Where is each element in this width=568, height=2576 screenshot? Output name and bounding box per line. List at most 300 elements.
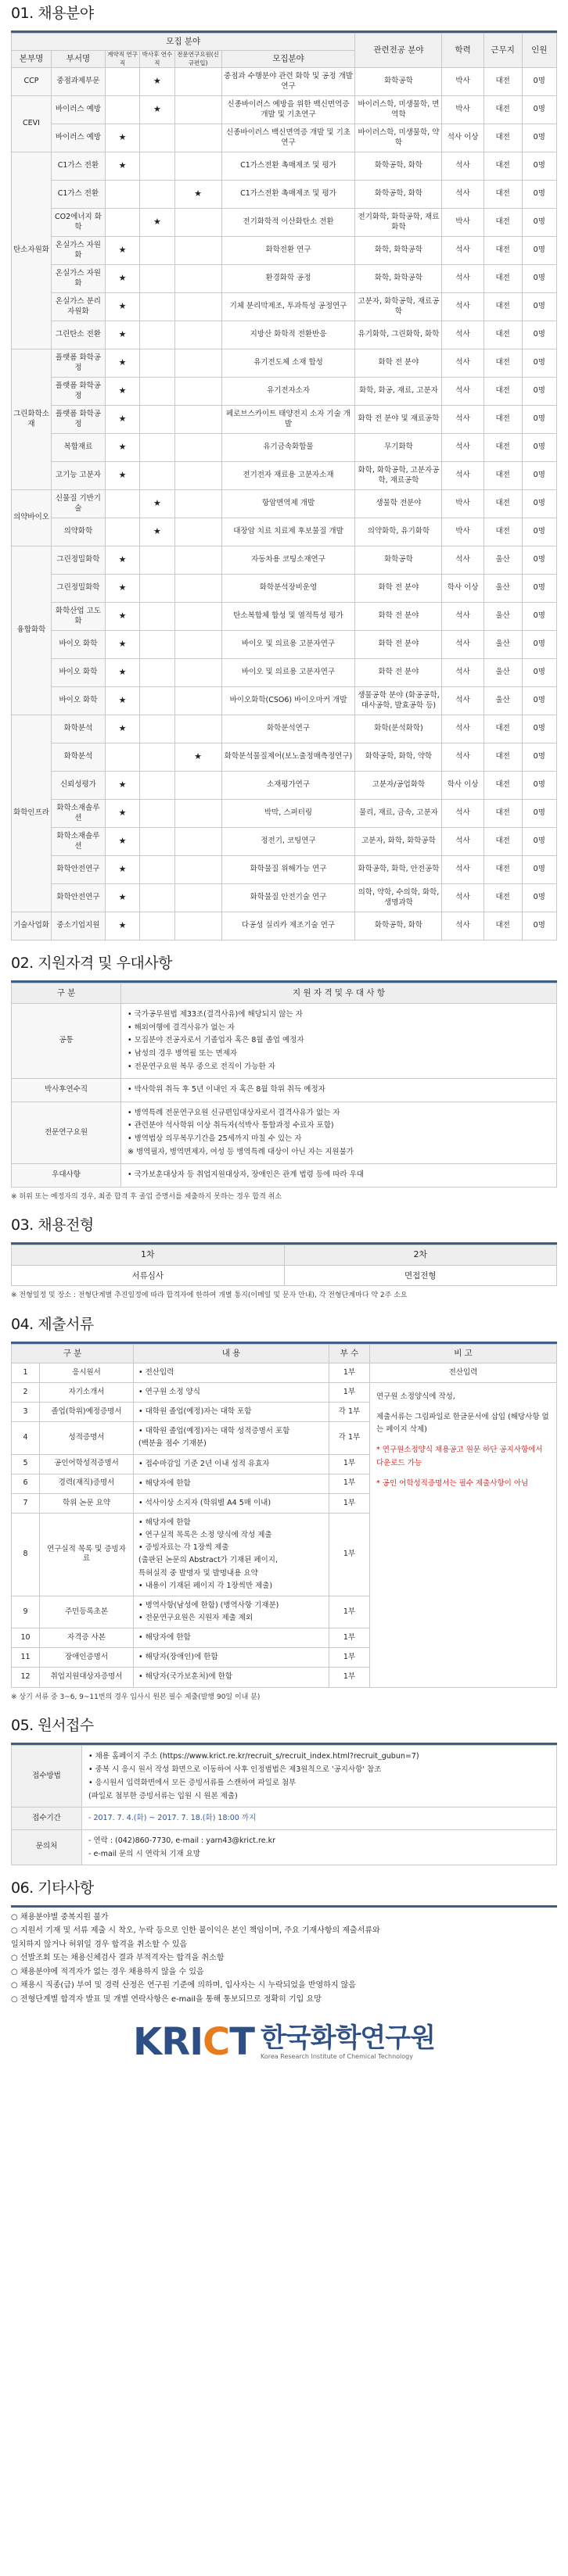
place-cell: 대전 bbox=[484, 209, 522, 237]
doc-name: 응시원서 bbox=[40, 1363, 134, 1382]
table-row bbox=[12, 462, 557, 490]
doc-number: 6 bbox=[12, 1474, 40, 1493]
special-mark bbox=[174, 237, 221, 265]
degree-cell: 석사 bbox=[442, 321, 484, 349]
dept-cell: CCP bbox=[12, 68, 52, 96]
header-special: 전문연구요원(신규편입) bbox=[174, 51, 221, 68]
degree-cell: 석사 bbox=[442, 856, 484, 884]
degree-cell: 박사 bbox=[442, 490, 484, 518]
table-row bbox=[12, 1383, 557, 1403]
degree-cell: 석사 bbox=[442, 659, 484, 687]
doc-content bbox=[134, 1596, 329, 1628]
special-mark bbox=[174, 575, 221, 603]
special-mark bbox=[174, 378, 221, 406]
unit-cell: 온실가스 자원화 bbox=[52, 265, 106, 293]
table-row bbox=[12, 349, 557, 378]
postdoc-mark bbox=[140, 631, 174, 659]
special-mark bbox=[174, 912, 221, 940]
count-cell: 0명 bbox=[522, 772, 556, 800]
contract-mark bbox=[105, 490, 139, 518]
doc-name: 학위 논문 요약 bbox=[40, 1493, 134, 1513]
contract-mark: ★ bbox=[105, 800, 139, 828]
unit-cell: 화학분석 bbox=[52, 715, 106, 743]
contact-line: - e-mail 문의 시 연락처 기재 요망 bbox=[88, 1849, 200, 1858]
qual-kind: 박사후연수직 bbox=[12, 1079, 121, 1102]
header-postdoc: 박사후 연수직 bbox=[140, 51, 174, 68]
field-cell: 다공성 실리카 제조기술 연구 bbox=[221, 912, 355, 940]
unit-cell: 그린탄소 전환 bbox=[52, 321, 106, 349]
special-mark bbox=[174, 96, 221, 124]
major-cell: 화학, 화학공학 bbox=[355, 237, 442, 265]
special-mark bbox=[174, 603, 221, 631]
remark-line: * 연구원소정양식 채용공고 원문 하단 공지사항에서 다운로드 가능 bbox=[376, 1446, 543, 1467]
table-row bbox=[12, 293, 557, 321]
doc-content bbox=[134, 1648, 329, 1668]
qual-line: • 전문연구요원 복무 중으로 전직이 가능한 자 bbox=[128, 1062, 275, 1071]
doc-name: 주민등록초본 bbox=[40, 1596, 134, 1628]
field-cell: 박막, 스퍼터링 bbox=[221, 800, 355, 828]
special-mark: ★ bbox=[174, 181, 221, 209]
header-qual-content: 지 원 자 격 및 우 대 사 항 bbox=[121, 983, 557, 1004]
qual-line: • 국가공무원법 제33조(결격사유)에 해당되지 않는 자 bbox=[128, 1010, 303, 1019]
header-place: 근무지 bbox=[484, 34, 522, 68]
table-row bbox=[12, 800, 557, 828]
unit-cell: 중소기업지원 bbox=[52, 912, 106, 940]
field-cell: 화학물질 위해가능 연구 bbox=[221, 856, 355, 884]
doc-number: 3 bbox=[12, 1403, 40, 1422]
doc-number: 8 bbox=[12, 1514, 40, 1596]
doc-content bbox=[134, 1628, 329, 1648]
qual-line: • 병역특례 전문연구요원 신규편입대상자로서 결격사유가 없는 자 bbox=[128, 1108, 340, 1117]
qual-line: • 모집분야 전공자로서 기졸업자 혹은 8월 졸업 예정자 bbox=[128, 1036, 304, 1045]
postdoc-mark bbox=[140, 293, 174, 321]
degree-cell: 석사 bbox=[442, 152, 484, 181]
postdoc-mark bbox=[140, 237, 174, 265]
table-row bbox=[12, 406, 557, 434]
place-cell: 대전 bbox=[484, 349, 522, 378]
doc-number: 9 bbox=[12, 1596, 40, 1628]
place-cell: 대전 bbox=[484, 856, 522, 884]
unit-cell: 화학분석 bbox=[52, 743, 106, 772]
process-note: ※ 전형일정 및 장소 : 전형단계별 추진일정에 따라 합격자에 한하여 개별 통지(이메일 및 문자 안내), 각 전형단계마다 약 2주 소요 bbox=[11, 1292, 408, 1300]
field-cell: 신종바이러스 백신면역증 개발 및 기초연구 bbox=[221, 124, 355, 152]
contact-content bbox=[82, 1829, 557, 1865]
contract-mark: ★ bbox=[105, 434, 139, 462]
qual-line: • 관련분야 석사학위 이상 취득자(석박사 통합과정 수료자 포함) bbox=[128, 1121, 334, 1130]
special-mark bbox=[174, 68, 221, 96]
count-cell: 0명 bbox=[522, 800, 556, 828]
doc-remark-first: 전산입력 bbox=[370, 1363, 557, 1382]
count-cell: 0명 bbox=[522, 181, 556, 209]
table-row bbox=[12, 687, 557, 715]
unit-cell: 바이러스 예방 bbox=[52, 124, 106, 152]
doc-count: 1부 bbox=[329, 1493, 370, 1513]
unit-cell: 화학안전연구 bbox=[52, 884, 106, 912]
etc-item: 일치하지 않거나 허위일 경우 합격을 취소할 수 있음 bbox=[11, 1940, 188, 1949]
table-row bbox=[12, 1164, 557, 1188]
degree-cell: 학사 이상 bbox=[442, 772, 484, 800]
doc-content-line: • 대학원 졸업(예정)자는 대학 성적증명서 포함 bbox=[138, 1427, 290, 1436]
unit-cell: 그린정밀화학 bbox=[52, 575, 106, 603]
contract-mark: ★ bbox=[105, 406, 139, 434]
krict-logo bbox=[11, 2019, 557, 2065]
degree-cell: 석사 bbox=[442, 546, 484, 575]
place-cell: 대전 bbox=[484, 518, 522, 546]
doc-count: 1부 bbox=[329, 1596, 370, 1628]
special-mark bbox=[174, 293, 221, 321]
qual-content bbox=[121, 1164, 557, 1188]
etc-item: ○ 선발조회 또는 채용신체검사 결과 부적격자는 합격을 취소함 bbox=[11, 1954, 225, 1963]
degree-cell: 석사 bbox=[442, 800, 484, 828]
doc-content-line: • 내용이 기재된 페이지 각 1장씩만 제출) bbox=[138, 1581, 273, 1590]
table-row bbox=[12, 518, 557, 546]
table-row bbox=[12, 856, 557, 884]
postdoc-mark bbox=[140, 378, 174, 406]
place-cell: 대전 bbox=[484, 434, 522, 462]
contract-mark bbox=[105, 743, 139, 772]
postdoc-mark bbox=[140, 265, 174, 293]
place-cell: 대전 bbox=[484, 96, 522, 124]
major-cell: 고분자, 화학, 화학공학 bbox=[355, 828, 442, 856]
count-cell: 0명 bbox=[522, 546, 556, 575]
section-title-recruit-fields: 01. 채용분야 bbox=[11, 5, 94, 22]
contract-mark bbox=[105, 68, 139, 96]
doc-name: 자격증 사본 bbox=[40, 1628, 134, 1648]
degree-cell: 석사 bbox=[442, 293, 484, 321]
special-mark bbox=[174, 462, 221, 490]
major-cell: 화학 전 분야 bbox=[355, 659, 442, 687]
table-row bbox=[12, 124, 557, 152]
contract-mark: ★ bbox=[105, 687, 139, 715]
unit-cell: 중점과제부문 bbox=[52, 68, 106, 96]
qual-kind: 우대사항 bbox=[12, 1164, 121, 1188]
unit-cell: 온실가스 자원화 bbox=[52, 237, 106, 265]
field-cell: 중점과 수행분야 관련 화학 및 공정 개발 연구 bbox=[221, 68, 355, 96]
table-row bbox=[12, 575, 557, 603]
major-cell: 바이러스학, 미생물학, 면역학 bbox=[355, 96, 442, 124]
unit-cell: 신뢰성평가 bbox=[52, 772, 106, 800]
postdoc-mark: ★ bbox=[140, 490, 174, 518]
header-stage-1: 1차 bbox=[12, 1245, 285, 1266]
table-row bbox=[12, 265, 557, 293]
qual-line: • 박사학위 취득 후 5년 이내인 자 혹은 8월 학위 취득 예정자 bbox=[128, 1085, 325, 1095]
postdoc-mark bbox=[140, 884, 174, 912]
degree-cell: 석사 bbox=[442, 265, 484, 293]
degree-cell: 박사 bbox=[442, 209, 484, 237]
postdoc-mark bbox=[140, 152, 174, 181]
unit-cell: 화학소재솔루션 bbox=[52, 828, 106, 856]
place-cell: 대전 bbox=[484, 828, 522, 856]
major-cell: 화학공학, 화학 bbox=[355, 181, 442, 209]
doc-number: 5 bbox=[12, 1454, 40, 1474]
method-line[interactable]: • 채용 홈페이지 주소 (https://www.krict.re.kr/recruit_s/recruit_index.html?recruit_gubun=7) bbox=[88, 1752, 419, 1761]
special-mark: ★ bbox=[174, 743, 221, 772]
doc-content bbox=[134, 1383, 329, 1403]
count-cell: 0명 bbox=[522, 124, 556, 152]
place-cell: 대전 bbox=[484, 124, 522, 152]
qual-kind: 공통 bbox=[12, 1004, 121, 1079]
contract-mark: ★ bbox=[105, 715, 139, 743]
table-row bbox=[12, 743, 557, 772]
documents-table bbox=[11, 1344, 557, 1688]
doc-count: 1부 bbox=[329, 1474, 370, 1493]
contract-mark bbox=[105, 181, 139, 209]
postdoc-mark bbox=[140, 772, 174, 800]
degree-cell: 석사 bbox=[442, 434, 484, 462]
contract-mark: ★ bbox=[105, 884, 139, 912]
table-row bbox=[12, 828, 557, 856]
unit-cell: 플랫폼 화학공정 bbox=[52, 378, 106, 406]
dept-cell: 융합화학 bbox=[12, 546, 52, 715]
doc-number: 7 bbox=[12, 1493, 40, 1513]
place-cell: 울산 bbox=[484, 603, 522, 631]
doc-content bbox=[134, 1363, 329, 1382]
count-cell: 0명 bbox=[522, 434, 556, 462]
table-row bbox=[12, 237, 557, 265]
count-cell: 0명 bbox=[522, 518, 556, 546]
etc-item: ○ 채용시 직종(급) 부여 및 경력 산정은 연구원 기준에 의하며, 입사자는 시 누락되었을 반영하지 않음 bbox=[11, 1981, 356, 1990]
qual-line: • 해외여행에 결격사유가 없는 자 bbox=[128, 1023, 235, 1032]
degree-cell: 석사 bbox=[442, 631, 484, 659]
table-row bbox=[12, 772, 557, 800]
major-cell: 화학(분석화학) bbox=[355, 715, 442, 743]
special-mark bbox=[174, 209, 221, 237]
documents-note: ※ 상기 서류 중 3~6, 9~11번의 경우 입사시 원본 필수 제출(발행 90일 이내 분) bbox=[11, 1693, 261, 1701]
table-row bbox=[12, 1102, 557, 1164]
special-mark bbox=[174, 884, 221, 912]
degree-cell: 석사 bbox=[442, 884, 484, 912]
degree-cell: 석사 bbox=[442, 828, 484, 856]
table-row bbox=[12, 546, 557, 575]
degree-cell: 학사 이상 bbox=[442, 575, 484, 603]
doc-count: 1부 bbox=[329, 1668, 370, 1687]
doc-count: 1부 bbox=[329, 1454, 370, 1474]
postdoc-mark bbox=[140, 800, 174, 828]
unit-cell: 신물질 기반기술 bbox=[52, 490, 106, 518]
header-degree: 학력 bbox=[442, 34, 484, 68]
major-cell: 물리, 재료, 금속, 고분자 bbox=[355, 800, 442, 828]
doc-name: 자기소개서 bbox=[40, 1383, 134, 1403]
field-cell: C1가스전환 촉매제조 및 평가 bbox=[221, 181, 355, 209]
unit-cell: 온실가스 분리자원화 bbox=[52, 293, 106, 321]
qual-line: • 국가보훈대상자 등 취업지원대상자, 장애인은 관계 법령 등에 따라 우대 bbox=[128, 1170, 364, 1180]
postdoc-mark bbox=[140, 321, 174, 349]
place-cell: 대전 bbox=[484, 293, 522, 321]
doc-number: 11 bbox=[12, 1648, 40, 1668]
table-row bbox=[12, 490, 557, 518]
header-doc-remark: 비 고 bbox=[370, 1344, 557, 1363]
degree-cell: 석사 bbox=[442, 378, 484, 406]
doc-number: 2 bbox=[12, 1383, 40, 1403]
doc-content-line: • 해당자에 한함 bbox=[138, 1478, 191, 1488]
special-mark bbox=[174, 546, 221, 575]
dept-cell: 의약바이오 bbox=[12, 490, 52, 546]
table-row bbox=[12, 1004, 557, 1079]
field-cell: 신종바이러스 예방을 위한 백신면역증 개발 및 기초연구 bbox=[221, 96, 355, 124]
period-head: 접수기간 bbox=[12, 1807, 82, 1829]
qualification-note: ※ 허위 또는 예정자의 경우, 최종 합격 후 졸업 증명서를 제출하지 못하는 경우 합격 취소 bbox=[11, 1192, 282, 1201]
doc-content-line: (백분율 점수 기재분) bbox=[138, 1439, 207, 1449]
doc-count: 1부 bbox=[329, 1363, 370, 1382]
count-cell: 0명 bbox=[522, 321, 556, 349]
section-title-qualification: 02. 지원자격 및 우대사항 bbox=[11, 955, 173, 972]
doc-number: 12 bbox=[12, 1668, 40, 1687]
unit-cell: 고기능 고분자 bbox=[52, 462, 106, 490]
postdoc-mark bbox=[140, 912, 174, 940]
count-cell: 0명 bbox=[522, 96, 556, 124]
place-cell: 울산 bbox=[484, 659, 522, 687]
place-cell: 대전 bbox=[484, 321, 522, 349]
place-cell: 대전 bbox=[484, 378, 522, 406]
count-cell: 0명 bbox=[522, 349, 556, 378]
doc-name: 성적증명서 bbox=[40, 1422, 134, 1454]
unit-cell: C1가스 전환 bbox=[52, 181, 106, 209]
header-contract: 계약직 연구직 bbox=[105, 51, 139, 68]
special-mark bbox=[174, 856, 221, 884]
logo-mark: KRICT bbox=[133, 2020, 255, 2065]
table-row bbox=[12, 1079, 557, 1102]
major-cell: 의약화학, 유기화학 bbox=[355, 518, 442, 546]
count-cell: 0명 bbox=[522, 293, 556, 321]
contract-mark: ★ bbox=[105, 378, 139, 406]
doc-content-line: • 연구실적 목록은 소정 양식에 작성 제출 bbox=[138, 1531, 272, 1540]
table-row bbox=[12, 1363, 557, 1382]
unit-cell: 화학산업 고도화 bbox=[52, 603, 106, 631]
postdoc-mark bbox=[140, 828, 174, 856]
doc-count: 각 1부 bbox=[329, 1403, 370, 1422]
field-cell: 바이오 및 의료용 고분자연구 bbox=[221, 659, 355, 687]
place-cell: 울산 bbox=[484, 575, 522, 603]
place-cell: 대전 bbox=[484, 772, 522, 800]
postdoc-mark: ★ bbox=[140, 68, 174, 96]
postdoc-mark bbox=[140, 715, 174, 743]
doc-content bbox=[134, 1474, 329, 1493]
unit-cell: 바이러스 예방 bbox=[52, 96, 106, 124]
qual-kind: 전문연구요원 bbox=[12, 1102, 121, 1164]
unit-cell: C1가스 전환 bbox=[52, 152, 106, 181]
postdoc-mark bbox=[140, 856, 174, 884]
major-cell: 화학공학, 화학, 안전공학 bbox=[355, 856, 442, 884]
count-cell: 0명 bbox=[522, 378, 556, 406]
method-content bbox=[82, 1746, 557, 1807]
dept-cell: 탄소자원화 bbox=[12, 152, 52, 349]
stage-2-value: 면접전형 bbox=[284, 1266, 557, 1286]
contract-mark: ★ bbox=[105, 659, 139, 687]
field-cell: 바이오 및 의료용 고분자연구 bbox=[221, 631, 355, 659]
method-line: • 중복 시 응시 원서 작성 화면으로 이동하여 사후 인정범법은 제3원칙으로 '공지사항' 참조 bbox=[88, 1765, 382, 1775]
field-cell: 대장암 치료 치료제 후보물질 개발 bbox=[221, 518, 355, 546]
degree-cell: 박사 bbox=[442, 96, 484, 124]
field-cell: 화학분석연구 bbox=[221, 715, 355, 743]
qual-line: • 병역법상 의무복무기간을 25세까지 마칠 수 있는 자 bbox=[128, 1134, 302, 1143]
field-cell: 탄소복합체 합성 및 열적특성 평가 bbox=[221, 603, 355, 631]
special-mark bbox=[174, 490, 221, 518]
qualification-table bbox=[11, 983, 557, 1188]
doc-content-line: • 석사이상 소지자 (학위별 A4 5매 이내) bbox=[138, 1498, 271, 1507]
place-cell: 대전 bbox=[484, 406, 522, 434]
contract-mark: ★ bbox=[105, 349, 139, 378]
doc-content bbox=[134, 1403, 329, 1422]
place-cell: 대전 bbox=[484, 715, 522, 743]
major-cell: 고분자/공업화학 bbox=[355, 772, 442, 800]
place-cell: 대전 bbox=[484, 462, 522, 490]
doc-content-line: • 전문연구요원은 지원자 제출 제외 bbox=[138, 1613, 253, 1622]
field-cell: 정전기, 코팅연구 bbox=[221, 828, 355, 856]
doc-content bbox=[134, 1454, 329, 1474]
etc-list bbox=[11, 1911, 557, 2007]
field-cell: 유기금속화합물 bbox=[221, 434, 355, 462]
unit-cell: 플랫폼 화학공정 bbox=[52, 406, 106, 434]
table-row bbox=[12, 715, 557, 743]
section-title-application: 05. 원서접수 bbox=[11, 1717, 94, 1735]
table-row bbox=[12, 884, 557, 912]
etc-item: ○ 지원서 기재 및 서류 제출 시 착오, 누락 등으로 인한 불이익은 본인 책임이며, 주요 기재사항의 제출서류와 bbox=[11, 1926, 380, 1936]
place-cell: 대전 bbox=[484, 181, 522, 209]
doc-content-line: (출판된 논문의 Abstract가 기재된 페이지, bbox=[138, 1556, 278, 1565]
special-mark bbox=[174, 715, 221, 743]
doc-content-line: • 해당자(국가보훈처)에 한함 bbox=[138, 1672, 233, 1682]
application-table bbox=[11, 1745, 557, 1865]
doc-name: 장애인증명서 bbox=[40, 1648, 134, 1668]
contract-mark: ★ bbox=[105, 856, 139, 884]
doc-name: 경력(재직)증명서 bbox=[40, 1474, 134, 1493]
qual-content bbox=[121, 1004, 557, 1079]
table-row bbox=[12, 912, 557, 940]
unit-cell: 화학소재솔루션 bbox=[52, 800, 106, 828]
field-cell: 페로브스카이트 태양전지 소자 기술 개발 bbox=[221, 406, 355, 434]
major-cell: 전기화학, 화학공학, 재료화학 bbox=[355, 209, 442, 237]
qual-line: • 남성의 경우 병역필 또는 면제자 bbox=[128, 1048, 238, 1058]
header-recruit-group: 모집 분야 bbox=[12, 34, 355, 51]
doc-remark bbox=[370, 1383, 557, 1688]
field-cell: 화학전환 연구 bbox=[221, 237, 355, 265]
count-cell: 0명 bbox=[522, 912, 556, 940]
count-cell: 0명 bbox=[522, 828, 556, 856]
major-cell: 유기화학, 그린화학, 화학 bbox=[355, 321, 442, 349]
field-cell: 지방산 화학적 전환반응 bbox=[221, 321, 355, 349]
count-cell: 0명 bbox=[522, 406, 556, 434]
doc-name: 연구실적 목록 및 증빙자료 bbox=[40, 1514, 134, 1596]
place-cell: 대전 bbox=[484, 265, 522, 293]
degree-cell: 석사 bbox=[442, 349, 484, 378]
contract-mark: ★ bbox=[105, 575, 139, 603]
major-cell: 생물학 전분야 bbox=[355, 490, 442, 518]
special-mark bbox=[174, 518, 221, 546]
unit-cell: 바이오 화학 bbox=[52, 659, 106, 687]
contract-mark: ★ bbox=[105, 321, 139, 349]
major-cell: 바이러스학, 미생물학, 약학 bbox=[355, 124, 442, 152]
count-cell: 0명 bbox=[522, 603, 556, 631]
doc-count: 1부 bbox=[329, 1648, 370, 1668]
doc-content-line: • 병역사항(남성에 한함) (병역사항 기재분) bbox=[138, 1600, 279, 1610]
special-mark bbox=[174, 434, 221, 462]
etc-item: ○ 채용분야에 적격자가 없는 경우 채용하지 않을 수 있음 bbox=[11, 1967, 204, 1976]
logo-english-name: Korea Research Institute of Chemical Technology bbox=[261, 2052, 413, 2060]
degree-cell: 석사 bbox=[442, 237, 484, 265]
count-cell: 0명 bbox=[522, 631, 556, 659]
unit-cell: 복합재료 bbox=[52, 434, 106, 462]
method-line: • 응시원서 입력화면에서 모든 증빙서류를 스캔하여 파일로 첨부 bbox=[88, 1779, 297, 1788]
remark-line: 제출서류는 그림파일로 한글문서에 삽입 (해당사항 없는 페이지 삭제) bbox=[376, 1413, 549, 1435]
recruit-fields-table bbox=[11, 33, 557, 940]
postdoc-mark bbox=[140, 406, 174, 434]
doc-content bbox=[134, 1493, 329, 1513]
degree-cell: 석사 bbox=[442, 462, 484, 490]
major-cell: 의학, 약학, 수의학, 화학, 생명과학 bbox=[355, 884, 442, 912]
field-cell: 유기전자소자 bbox=[221, 378, 355, 406]
postdoc-mark: ★ bbox=[140, 96, 174, 124]
contact-line[interactable]: - 연락 : (042)860-7730, e-mail : yarn43@krict.re.kr bbox=[88, 1836, 276, 1845]
